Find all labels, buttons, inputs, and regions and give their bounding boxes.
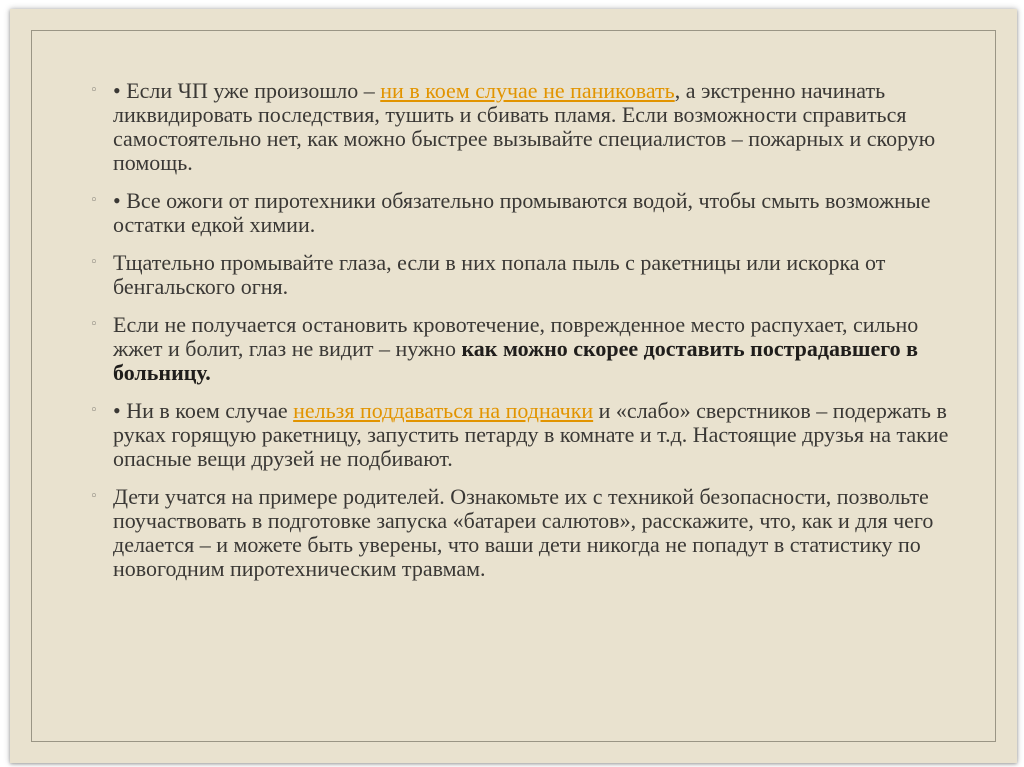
paragraph-text: Если не получается остановить кровотечение, поврежденное место распухает, сильно жжет и болит, глаз не видит – нужно [113, 312, 919, 361]
bullet-icon: ◦ [90, 317, 98, 332]
paragraph-text: и «слабо» сверстников – подержать в руках горящую ракетницу, запустить петарду в комнате и т.д. Настоящие друзья на такие опасные вещи друзей не подбивают. [113, 398, 949, 471]
paragraph-emergency [88, 79, 968, 175]
paragraph-peer-pressure [88, 399, 968, 471]
bullet-icon: ◦ [90, 403, 98, 418]
slide-content [88, 79, 968, 595]
paragraph-bold-text: как можно скорее доставить пострадавшего в больницу. [113, 336, 919, 385]
paragraph-eyes [88, 251, 968, 299]
bullet-icon: ◦ [90, 255, 98, 270]
paragraph-text: • Все ожоги от пиротехники обязательно промываются водой, чтобы смыть возможные остатки едкой химии. [113, 188, 931, 237]
paragraph-text: • Если ЧП уже произошло – [113, 78, 381, 103]
bullet-icon: ◦ [90, 489, 98, 504]
paragraph-text: Тщательно промывайте глаза, если в них попала пыль с ракетницы или искорка от бенгальского огня. [113, 250, 886, 299]
slide [10, 9, 1017, 763]
paragraph-text: , а экстренно начинать ликвидировать последствия, тушить и сбивать пламя. Если возможности справиться самостоятельно нет, как можно быстрее вызывайте специалистов – пожарных и скорую помощь. [113, 78, 936, 175]
paragraph-text: Дети учатся на примере родителей. Ознакомьте их с техникой безопасности, позвольте поучаствовать в подготовке запуска «батареи салютов», расскажите, что, как и для чего делается – и можете быть уверены, что ваши дети никогда не попадут в статистику по новогодним пиротехническим травмам. [113, 484, 934, 581]
paragraph-hospital [88, 313, 968, 385]
bullet-icon: ◦ [90, 83, 98, 98]
link-do-not-panic[interactable]: ни в коем случае не паниковать [380, 78, 675, 103]
paragraph-burns [88, 189, 968, 237]
link-do-not-give-in[interactable]: нельзя поддаваться на подначки [293, 398, 594, 423]
paragraph-text: • Ни в коем случае [113, 398, 294, 423]
paragraph-parents [88, 485, 968, 581]
bullet-icon: ◦ [90, 193, 98, 208]
